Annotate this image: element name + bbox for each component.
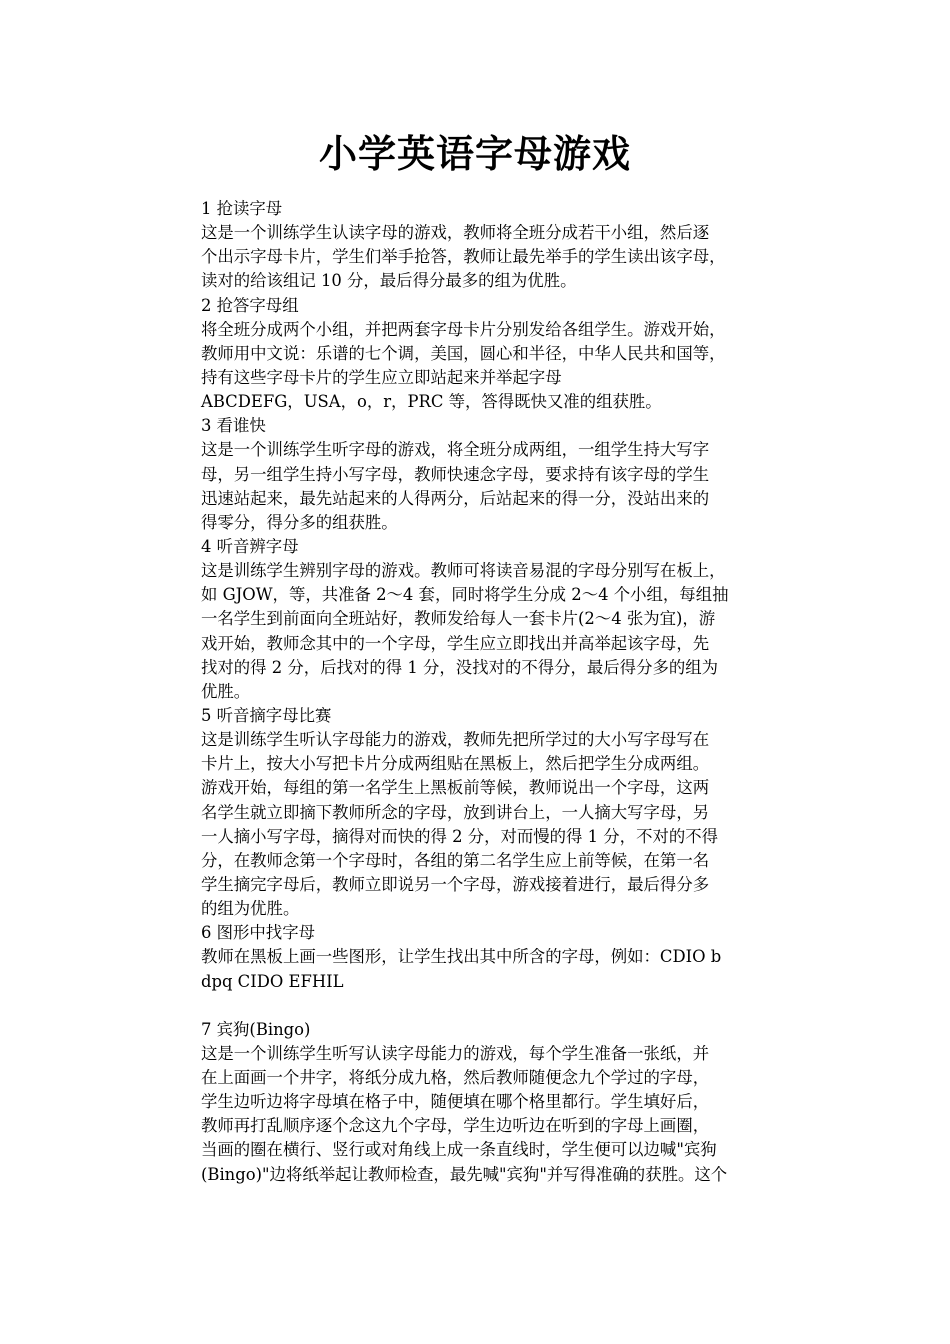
text-line: 这是一个训练学生听写认读字母能力的游戏，每个学生准备一张纸，并 — [201, 1043, 710, 1063]
text-line: 优胜。 — [201, 681, 251, 701]
text-line: 卡片上，按大小写把卡片分成两组贴在黑板上，然后把学生分成两组。 — [201, 754, 710, 774]
text-line: 的组为优胜。 — [201, 899, 300, 919]
text-line: 教师用中文说：乐谱的七个调，美国，圆心和半径，中华人民共和国等， — [201, 343, 726, 363]
text-line: 读对的给该组记 10 分，最后得分最多的组为优胜。 — [201, 271, 577, 291]
text-line: 一名学生到前面向全班站好，教师发给每人一套卡片(2～4 张为宜)，游 — [201, 609, 716, 629]
text-line: 这是一个训练学生听字母的游戏，将全班分成两组，一组学生持大写字 — [201, 440, 710, 460]
text-line: ABCDEFG，USA，o，r，PRC 等，答得既快又准的组获胜。 — [201, 392, 662, 412]
text-line: 这是训练学生听认字母能力的游戏，教师先把所学过的大小写字母写在 — [201, 730, 710, 750]
text-line: 教师再打乱顺序逐个念这九个字母，学生边听边在听到的字母上画圈， — [201, 1116, 710, 1136]
text-line: 学生摘完字母后，教师立即说另一个字母，游戏接着进行，最后得分多 — [201, 874, 710, 894]
text-line: 在上面画一个井字，将纸分成九格，然后教师随便念九个学过的字母， — [201, 1068, 710, 1088]
text-line: 分，在教师念第一个字母时，各组的第二名学生应上前等候，在第一名 — [201, 850, 710, 870]
text-line: 将全班分成两个小组，并把两套字母卡片分别发给各组学生。游戏开始， — [201, 319, 726, 339]
text-line: 得零分，得分多的组获胜。 — [201, 512, 398, 532]
text-line: 个出示字母卡片，学生们举手抢答，教师让最先举手的学生读出该字母， — [201, 247, 726, 267]
blank-line — [201, 994, 805, 1018]
text-line: 3 看谁快 — [201, 416, 266, 436]
text-line: 学生边听边将字母填在格子中，随便填在哪个格里都行。学生填好后， — [201, 1092, 710, 1112]
text-line: 一人摘小写字母，摘得对而快的得 2 分，对而慢的得 1 分，不对的不得 — [201, 826, 719, 846]
text-line: 母，另一组学生持小写字母，教师快速念字母，要求持有该字母的学生 — [201, 464, 710, 484]
document-body — [201, 197, 805, 1187]
text-line: 这是训练学生辨别字母的游戏。教师可将读音易混的字母分别写在板上， — [201, 561, 726, 581]
text-line: 这是一个训练学生认读字母的游戏，教师将全班分成若干小组，然后逐 — [201, 223, 710, 243]
text-line: 名学生就立即摘下教师所念的字母，放到讲台上，一人摘大写字母，另 — [201, 802, 710, 822]
text-line: 7 宾狗(Bingo) — [201, 1019, 311, 1039]
text-line: 5 听音摘字母比赛 — [201, 705, 332, 725]
text-line: 找对的得 2 分，后找对的得 1 分，没找对的不得分，最后得分多的组为 — [201, 657, 719, 677]
text-line: 游戏开始，每组的第一名学生上黑板前等候，教师说出一个字母，这两 — [201, 778, 710, 798]
text-line: 1 抢读字母 — [201, 199, 283, 218]
text-line: dpq CIDO EFHIL — [201, 971, 344, 991]
text-line: 迅速站起来，最先站起来的人得两分，后站起来的得一分，没站出来的 — [201, 488, 710, 508]
text-line: (Bingo)"边将纸举起让教师检查，最先喊"宾狗"并写得准确的获胜。这个 — [201, 1164, 728, 1184]
text-line: 2 抢答字母组 — [201, 295, 299, 315]
text-line: 持有这些字母卡片的学生应立即站起来并举起字母 — [201, 367, 562, 387]
text-line: 如 GJOW，等，共准备 2～4 套，同时将学生分成 2～4 个小组，每组抽 — [201, 585, 729, 605]
text-line: 教师在黑板上画一些图形，让学生找出其中所含的字母，例如：CDIO b — [201, 947, 722, 967]
text-line: 戏开始，教师念其中的一个字母，学生应立即找出并高举起该字母，先 — [201, 633, 710, 653]
text-line: 4 听音辨字母 — [201, 536, 299, 556]
text-line: 当画的圈在横行、竖行或对角线上成一条直线时，学生便可以边喊"宾狗 — [201, 1140, 717, 1160]
page-title: 小学英语字母游戏 — [318, 131, 631, 176]
text-line: 6 图形中找字母 — [201, 923, 315, 943]
